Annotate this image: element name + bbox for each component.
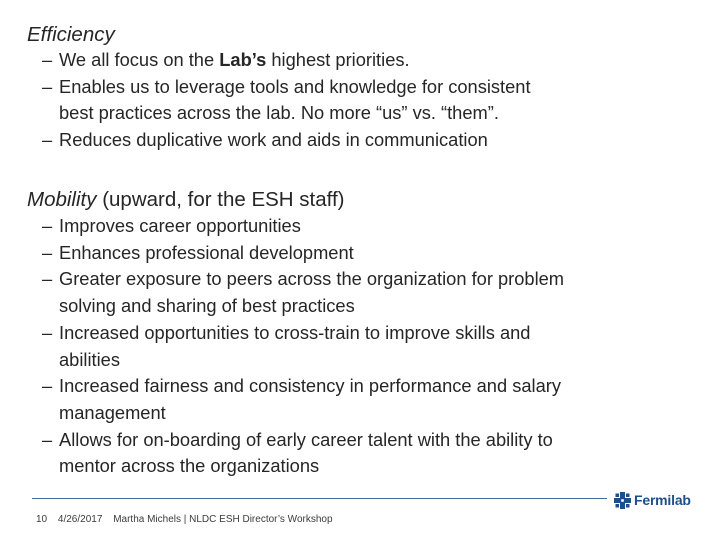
dash-marker: – (42, 241, 53, 263)
bullet-text: Improves career opportunities (59, 215, 301, 236)
dash-marker: – (42, 129, 53, 151)
fermilab-logo-icon (614, 492, 631, 509)
bullet-text: Allows for on-boarding of early career talent with the ability to (59, 428, 553, 450)
dash-marker: – (42, 268, 53, 290)
fermilab-logo (614, 488, 691, 512)
dash-marker: – (42, 49, 53, 70)
dash-marker: – (42, 321, 53, 343)
heading-text: Efficiency (27, 23, 115, 46)
bullet-text: Reduces duplicative work and aids in communication (59, 129, 488, 151)
list-item (42, 320, 564, 373)
dash-marker: – (42, 215, 53, 236)
dash-marker: – (42, 75, 53, 97)
section-heading-mobility (27, 188, 345, 212)
list-item (42, 74, 531, 127)
bullet-text: Increased opportunities to cross-train to improve skills and (59, 321, 531, 343)
bullet-continuation: mentor across the organizations (59, 455, 320, 477)
footer-date: 4/26/2017 (57, 514, 103, 525)
bullet-text: We all focus on the (59, 49, 220, 70)
footer-divider (32, 498, 607, 499)
list-item (42, 240, 564, 267)
list-item (42, 373, 564, 426)
heading-text-italic: Mobility (27, 188, 97, 211)
footer-presenter: Martha Michels | NLDC ESH Director’s Workshop (113, 514, 333, 525)
bullet-text: Enhances professional development (59, 241, 354, 263)
list-item (42, 47, 531, 74)
bullet-continuation: management (59, 401, 166, 423)
list-item (42, 427, 564, 480)
bullet-text: highest priorities. (266, 49, 410, 70)
dash-marker: – (42, 375, 53, 397)
section-heading-efficiency (27, 23, 115, 47)
bullet-text: Greater exposure to peers across the organization for problem (59, 268, 565, 290)
bullet-continuation: abilities (59, 348, 120, 370)
bullet-continuation: solving and sharing of best practices (59, 295, 355, 317)
list-item (42, 127, 531, 154)
logo-text: Fermilab (634, 492, 691, 508)
efficiency-bullet-list (42, 47, 531, 154)
dash-marker: – (42, 428, 53, 450)
list-item (42, 266, 564, 319)
bullet-text: Increased fairness and consistency in performance and salary (59, 375, 561, 397)
list-item (42, 213, 564, 240)
bullet-text: Enables us to leverage tools and knowledge for consistent (59, 75, 531, 97)
mobility-bullet-list (42, 213, 564, 480)
footer (36, 514, 341, 525)
bullet-bold-text: Lab’s (219, 49, 267, 70)
page-number: 10 (36, 514, 48, 525)
heading-text: (upward, for the ESH staff) (96, 188, 345, 211)
bullet-continuation: best practices across the lab. No more “us” vs. “them”. (59, 102, 499, 124)
